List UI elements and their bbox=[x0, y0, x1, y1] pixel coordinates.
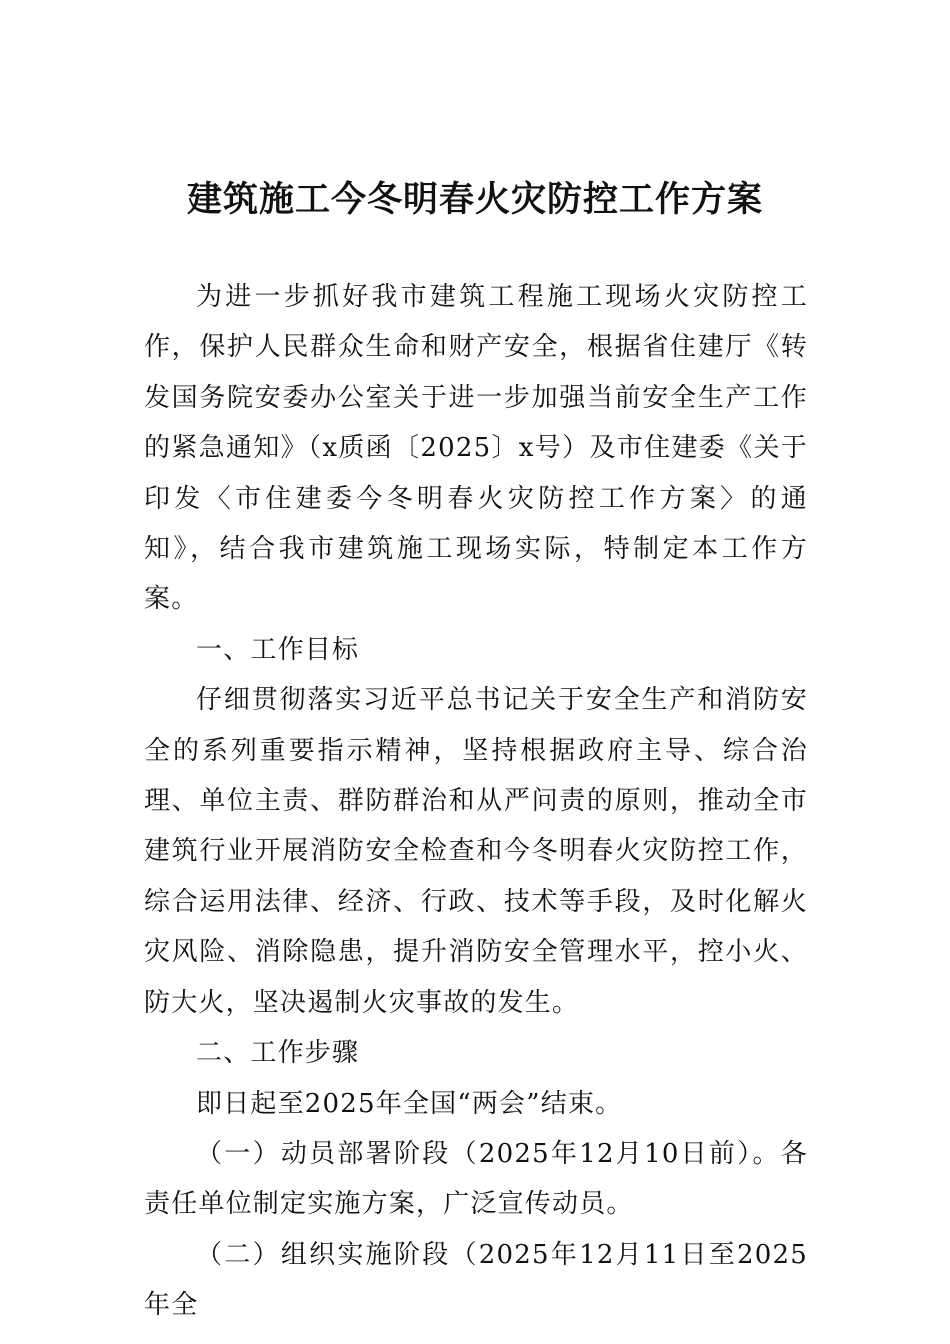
step-implementation-paragraph: （二）组织实施阶段（2025年12月11日至2025年全 bbox=[144, 1239, 808, 1321]
intro-paragraph: 为进一步抓好我市建筑工程施工现场火灾防控工作，保护人民群众生命和财产安全，根据省住建厅《转发国务院安委办公室关于进一步加强当前安全生产工作的紧急通知》（x质函〔2025〕x号）及市住建委《关于印发〈市住建委今冬明春火灾防控工作方案〉的通知》，结合我市建筑施工现场实际，特制定本工作方案。 bbox=[144, 282, 808, 615]
goals-paragraph: 仔细贯彻落实习近平总书记关于安全生产和消防安全的系列重要指示精神，坚持根据政府主导、综合治理、单位主责、群防群治和从严问责的原则，推动全市建筑行业开展消防安全检查和今冬明春火灾防控工作，综合运用法律、经济、行政、技术等手段，及时化解火灾风险、消除隐患，提升消防安全管理水平，控小火、防大火，坚决遏制火灾事故的发生。 bbox=[144, 685, 808, 1018]
section-heading-steps: 二、工作步骤 bbox=[196, 1038, 360, 1069]
steps-intro-paragraph: 即日起至2025年全国“两会”结束。 bbox=[196, 1088, 623, 1119]
section-heading-goals: 一、工作目标 bbox=[196, 634, 360, 665]
document-body bbox=[144, 272, 808, 1331]
step-mobilization-paragraph: （一）动员部署阶段（2025年12月10日前）。各责任单位制定实施方案，广泛宣传动员。 bbox=[144, 1138, 808, 1220]
document-title: 建筑施工今冬明春火灾防控工作方案 bbox=[186, 180, 763, 220]
